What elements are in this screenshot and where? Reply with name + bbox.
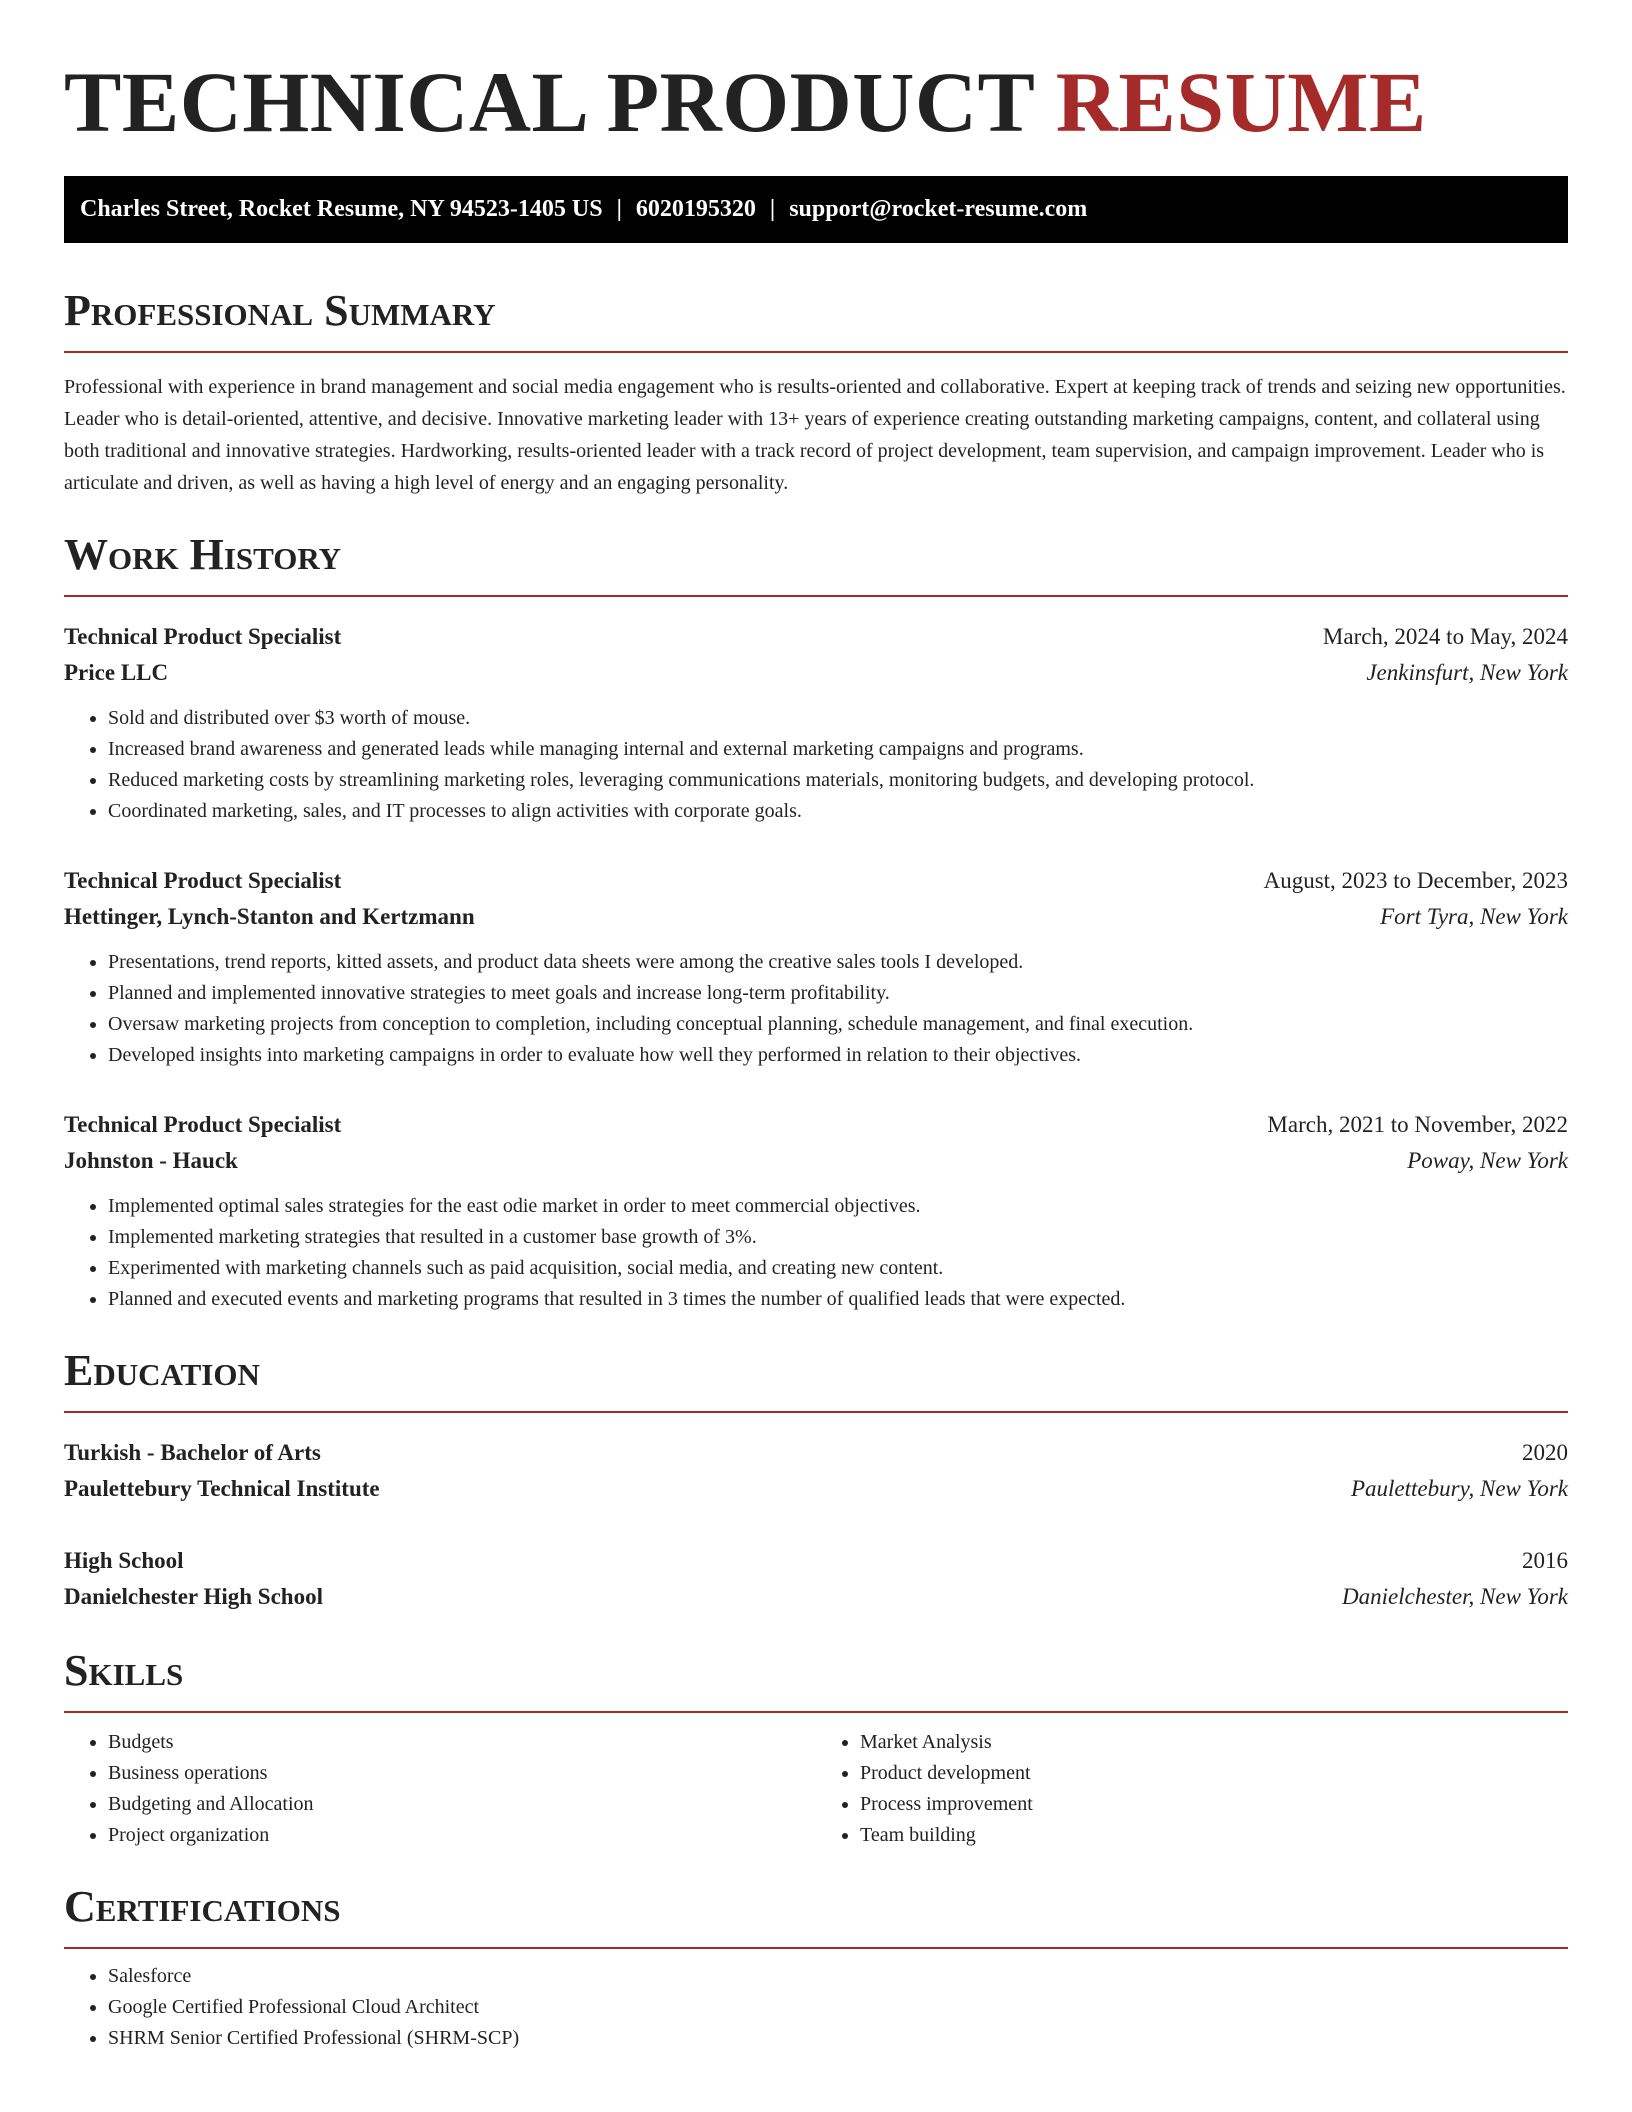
certification-item: • Google Certified Professional Cloud Architect — [108, 1992, 1568, 2023]
job-title: Technical Product Specialist — [64, 868, 342, 893]
skill-item: • Project organization — [108, 1820, 816, 1851]
list-item: • Increased brand awareness and generated leads while managing internal and external marketing campaigns and programs. — [108, 734, 1568, 765]
certifications-list — [64, 1961, 1568, 2054]
section-heading: Certifications — [64, 1882, 341, 1931]
education-year: 2020 — [1522, 1440, 1568, 1465]
job-title: Technical Product Specialist — [64, 1112, 342, 1137]
list-item: • Implemented marketing strategies that resulted in a customer base growth of 3%. — [108, 1222, 1568, 1253]
list-item: • Presentations, trend reports, kitted assets, and product data sheets were among the creative sales tools I developed. — [108, 947, 1568, 978]
skills-columns — [64, 1727, 1568, 1851]
skill-item: • Market Analysis — [860, 1727, 1568, 1758]
certifications-section — [64, 1881, 1568, 2054]
list-item: • Planned and executed events and marketing programs that resulted in 3 times the number of qualified leads that were expected. — [108, 1284, 1568, 1315]
job-bullets — [64, 1191, 1568, 1315]
section-heading: Professional Summary — [64, 286, 496, 335]
skill-item: • Business operations — [108, 1758, 816, 1789]
job-location: Fort Tyra, New York — [1380, 904, 1568, 929]
job-bullets — [64, 703, 1568, 827]
section-heading: Education — [64, 1346, 260, 1395]
skills-section — [64, 1645, 1568, 1851]
education-entry — [64, 1435, 1568, 1507]
certification-item: • SHRM Senior Certified Professional (SHRM-SCP) — [108, 2023, 1568, 2054]
skills-list-right — [816, 1727, 1568, 1851]
education-location: Paulettebury, New York — [1350, 1476, 1568, 1501]
education-section — [64, 1345, 1568, 1615]
education-degree: High School — [64, 1548, 184, 1573]
job-title: Technical Product Specialist — [64, 624, 342, 649]
title-main: TECHNICAL PRODUCT — [64, 54, 1034, 150]
skill-item: • Product development — [860, 1758, 1568, 1789]
job-bullets — [64, 947, 1568, 1071]
section-heading: Work History — [64, 530, 342, 579]
job-location: Jenkinsfurt, New York — [1366, 660, 1568, 685]
job-entry — [64, 619, 1568, 827]
section-heading: Skills — [64, 1646, 184, 1695]
skill-item: • Process improvement — [860, 1789, 1568, 1820]
list-item: • Oversaw marketing projects from conception to completion, including conceptual planning, schedule management, and final execution. — [108, 1009, 1568, 1040]
summary-text: Professional with experience in brand management and social media engagement who is results-oriented and collaborative. Expert at keeping track of trends and seizing new opportunities. Leader who is detail-oriented, attentive, and decisive. Innovative marketing leader with 13+ years of experience creating outstanding marketing campaigns, content, and collateral using both traditional and innovative strategies. Hardworking, results-oriented leader with a track record of project development, team supervision, and campaign improvement. Leader who is articulate and driven, as well as having a high level of energy and an engaging personality. — [64, 376, 1566, 494]
education-school: Paulettebury Technical Institute — [64, 1476, 380, 1501]
contact-bar — [64, 176, 1568, 243]
education-location: Danielchester, New York — [1342, 1584, 1568, 1609]
education-degree: Turkish - Bachelor of Arts — [64, 1440, 321, 1465]
job-company: Price LLC — [64, 660, 169, 685]
job-dates: March, 2021 to November, 2022 — [1267, 1112, 1568, 1137]
job-dates: August, 2023 to December, 2023 — [1263, 868, 1568, 893]
education-entry — [64, 1543, 1568, 1615]
contact-email[interactable]: support@rocket-resume.com — [789, 196, 1088, 222]
list-item: • Coordinated marketing, sales, and IT processes to align activities with corporate goals. — [108, 796, 1568, 827]
job-company: Johnston - Hauck — [64, 1148, 238, 1173]
certification-item: • Salesforce — [108, 1961, 1568, 1992]
section-divider — [64, 1947, 1568, 1949]
resume-title — [64, 52, 1568, 152]
skill-item: • Budgets — [108, 1727, 816, 1758]
list-item: • Experimented with marketing channels such as paid acquisition, social media, and creating new content. — [108, 1253, 1568, 1284]
section-divider — [64, 595, 1568, 597]
section-divider — [64, 1411, 1568, 1413]
contact-separator: | — [769, 196, 776, 222]
work-history-section — [64, 529, 1568, 1315]
job-entry — [64, 1107, 1568, 1315]
contact-phone: 6020195320 — [635, 196, 756, 222]
skill-item: • Team building — [860, 1820, 1568, 1851]
list-item: • Reduced marketing costs by streamlining marketing roles, leveraging communications materials, monitoring budgets, and developing protocol. — [108, 765, 1568, 796]
summary-section — [64, 285, 1568, 499]
skill-item: • Budgeting and Allocation — [108, 1789, 816, 1820]
list-item: • Planned and implemented innovative strategies to meet goals and increase long-term profitability. — [108, 978, 1568, 1009]
education-year: 2016 — [1522, 1548, 1568, 1573]
contact-address: Charles Street, Rocket Resume, NY 94523-1405 US — [80, 196, 603, 222]
list-item: • Implemented optimal sales strategies for the east odie market in order to meet commercial objectives. — [108, 1191, 1568, 1222]
education-school: Danielchester High School — [64, 1584, 323, 1609]
skills-list-left — [64, 1727, 816, 1851]
job-location: Poway, New York — [1407, 1148, 1568, 1173]
job-company: Hettinger, Lynch-Stanton and Kertzmann — [64, 904, 475, 929]
contact-separator: | — [616, 196, 622, 222]
job-entry — [64, 863, 1568, 1071]
section-divider — [64, 1711, 1568, 1713]
title-accent: RESUME — [1055, 54, 1427, 150]
section-divider — [64, 351, 1568, 353]
job-dates: March, 2024 to May, 2024 — [1322, 624, 1568, 649]
list-item: • Developed insights into marketing campaigns in order to evaluate how well they performed in relation to their objectives. — [108, 1040, 1568, 1071]
list-item: • Sold and distributed over $3 worth of mouse. — [108, 703, 1568, 734]
